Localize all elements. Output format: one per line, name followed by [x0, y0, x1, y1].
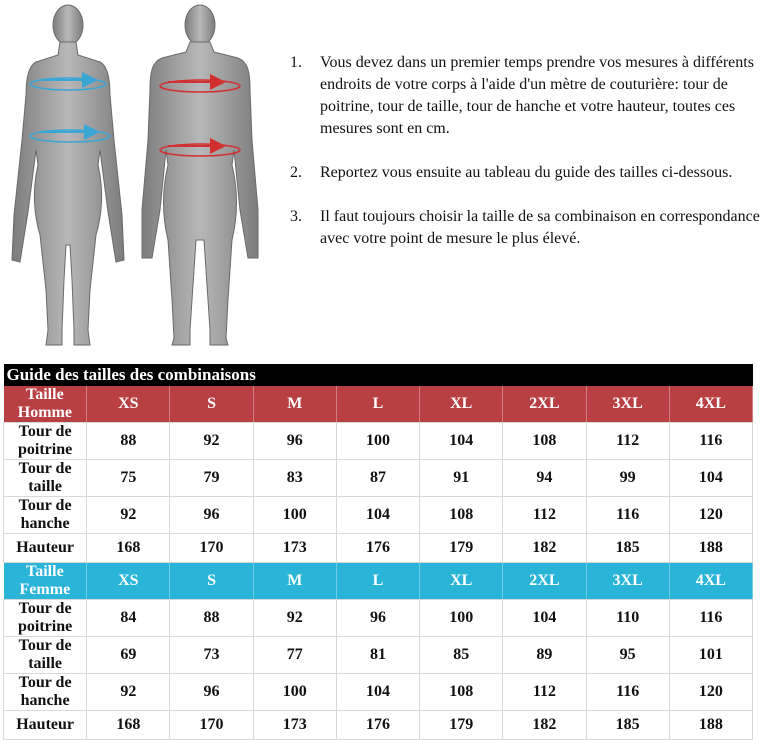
- measurement-value: 116: [669, 423, 752, 460]
- measurement-value: 185: [586, 534, 669, 563]
- measurement-value: 89: [503, 637, 586, 674]
- measurement-value: 96: [170, 674, 253, 711]
- measurement-value: 116: [669, 600, 752, 637]
- male-figure-icon: [142, 5, 258, 345]
- measurement-label: Tour de taille: [4, 637, 87, 674]
- measurement-label: Tour de taille: [4, 460, 87, 497]
- measurement-value: 100: [253, 674, 336, 711]
- table-title-row: [4, 364, 753, 386]
- measurement-value: 96: [170, 497, 253, 534]
- table-row: [4, 674, 753, 711]
- size-header-cell: XL: [420, 563, 503, 600]
- measurement-value: 91: [420, 460, 503, 497]
- measurement-value: 84: [87, 600, 170, 637]
- size-header-cell: XS: [87, 563, 170, 600]
- measurement-value: 108: [420, 674, 503, 711]
- measurement-value: 104: [336, 497, 419, 534]
- table-row: [4, 534, 753, 563]
- measurement-value: 170: [170, 534, 253, 563]
- measurement-value: 88: [170, 600, 253, 637]
- measurement-label: Tour de poitrine: [4, 600, 87, 637]
- measurement-value: 104: [336, 674, 419, 711]
- measurement-value: 112: [586, 423, 669, 460]
- measurement-value: 96: [253, 423, 336, 460]
- measurement-value: 87: [336, 460, 419, 497]
- measurement-value: 100: [336, 423, 419, 460]
- instruction-text: Vous devez dans un premier temps prendre vos mesures à différents endroits de votre corps à l'aide d'un mètre de couturière: tour de poitrine, tour de taille, tour de hanche et votre hauteur, toutes ces mesures sont en cm.: [320, 54, 754, 137]
- measurement-value: 92: [87, 674, 170, 711]
- size-guide-table: [3, 364, 753, 740]
- measurement-value: 85: [420, 637, 503, 674]
- measurement-value: 173: [253, 534, 336, 563]
- measurement-label: Hauteur: [4, 534, 87, 563]
- instructions-list: [290, 52, 760, 272]
- measurement-value: 96: [336, 600, 419, 637]
- measurement-value: 179: [420, 534, 503, 563]
- measurement-value: 120: [669, 674, 752, 711]
- measurement-value: 79: [170, 460, 253, 497]
- table-title: Guide des tailles des combinaisons: [4, 364, 753, 386]
- measurement-value: 104: [669, 460, 752, 497]
- size-header-cell: 4XL: [669, 563, 752, 600]
- measurement-value: 99: [586, 460, 669, 497]
- measurement-value: 168: [87, 711, 170, 740]
- measurement-value: 77: [253, 637, 336, 674]
- measurement-value: 173: [253, 711, 336, 740]
- size-header-cell: L: [336, 563, 419, 600]
- measurement-value: 94: [503, 460, 586, 497]
- measurement-label: Tour de hanche: [4, 497, 87, 534]
- measurement-label: Tour de hanche: [4, 674, 87, 711]
- measurement-value: 182: [503, 711, 586, 740]
- table-row: [4, 497, 753, 534]
- size-header-cell: XS: [87, 386, 170, 423]
- measurement-value: 73: [170, 637, 253, 674]
- measurement-value: 83: [253, 460, 336, 497]
- measurement-value: 108: [420, 497, 503, 534]
- instruction-item: [290, 206, 760, 250]
- measurement-value: 104: [503, 600, 586, 637]
- measurement-value: 168: [87, 534, 170, 563]
- size-header-cell: M: [253, 386, 336, 423]
- size-header-cell: 3XL: [586, 563, 669, 600]
- measurement-value: 185: [586, 711, 669, 740]
- measurement-value: 92: [170, 423, 253, 460]
- measurement-value: 69: [87, 637, 170, 674]
- measurement-value: 112: [503, 497, 586, 534]
- table-row: [4, 460, 753, 497]
- table-row: [4, 600, 753, 637]
- measurement-value: 75: [87, 460, 170, 497]
- measurement-label: Tour de poitrine: [4, 423, 87, 460]
- body-measurement-figures: [0, 0, 270, 350]
- measurement-value: 92: [253, 600, 336, 637]
- women-size-label: Taille Femme: [4, 563, 87, 600]
- table-row: [4, 423, 753, 460]
- measurement-value: 179: [420, 711, 503, 740]
- measurement-value: 176: [336, 711, 419, 740]
- size-header-cell: 4XL: [669, 386, 752, 423]
- table-row: [4, 637, 753, 674]
- instruction-text: Il faut toujours choisir la taille de sa combinaison en correspondance avec votre point de mesure le plus élevé.: [320, 208, 760, 247]
- women-size-header-row: [4, 563, 753, 600]
- instruction-number: 1.: [290, 54, 302, 71]
- measurement-value: 170: [170, 711, 253, 740]
- size-header-cell: 3XL: [586, 386, 669, 423]
- measurement-value: 101: [669, 637, 752, 674]
- measurement-value: 110: [586, 600, 669, 637]
- size-header-cell: M: [253, 563, 336, 600]
- measurement-value: 88: [87, 423, 170, 460]
- size-header-cell: XL: [420, 386, 503, 423]
- measurement-value: 120: [669, 497, 752, 534]
- measurement-value: 104: [420, 423, 503, 460]
- men-size-header-row: [4, 386, 753, 423]
- size-header-cell: 2XL: [503, 386, 586, 423]
- size-header-cell: S: [170, 386, 253, 423]
- size-header-cell: S: [170, 563, 253, 600]
- instruction-item: [290, 162, 760, 184]
- measurement-value: 100: [253, 497, 336, 534]
- measurement-value: 95: [586, 637, 669, 674]
- measurement-value: 112: [503, 674, 586, 711]
- instruction-item: [290, 52, 760, 140]
- size-header-cell: L: [336, 386, 419, 423]
- female-figure-icon: [12, 5, 124, 345]
- measurement-value: 188: [669, 534, 752, 563]
- instruction-number: 2.: [290, 164, 302, 181]
- measurement-value: 100: [420, 600, 503, 637]
- measurement-value: 176: [336, 534, 419, 563]
- measurement-value: 81: [336, 637, 419, 674]
- measurement-value: 108: [503, 423, 586, 460]
- men-size-label: Taille Homme: [4, 386, 87, 423]
- instruction-text: Reportez vous ensuite au tableau du guide des tailles ci-dessous.: [320, 164, 733, 181]
- measurement-value: 188: [669, 711, 752, 740]
- table-row: [4, 711, 753, 740]
- measurement-value: 116: [586, 674, 669, 711]
- instruction-number: 3.: [290, 208, 302, 225]
- measurement-label: Hauteur: [4, 711, 87, 740]
- size-header-cell: 2XL: [503, 563, 586, 600]
- measurement-value: 92: [87, 497, 170, 534]
- measurement-value: 116: [586, 497, 669, 534]
- measurement-value: 182: [503, 534, 586, 563]
